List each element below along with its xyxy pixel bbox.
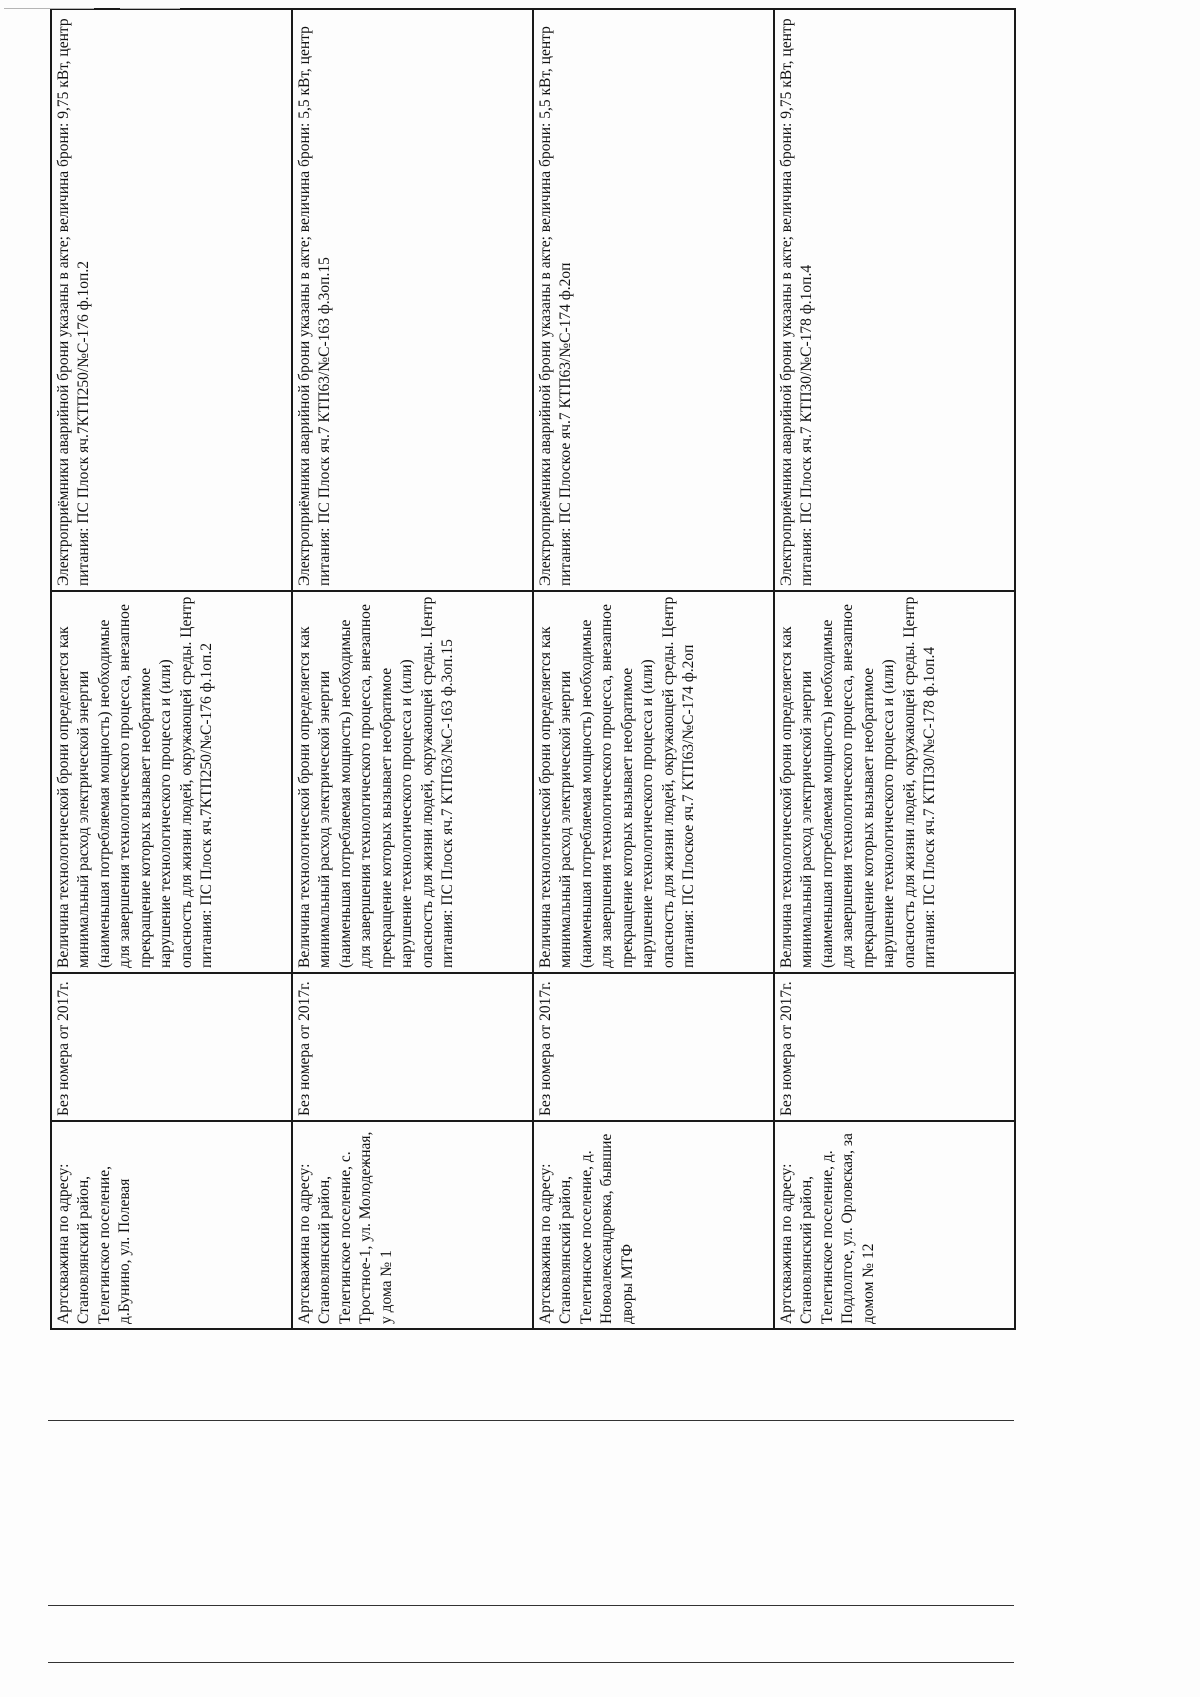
document-cell: Без номера от 2017г. (774, 973, 1015, 1121)
table-row (774, 9, 1015, 1329)
table-row (292, 9, 533, 1329)
margin-rule (48, 1662, 1014, 1663)
emergency-reserve-cell: Электроприёмники аварийной брони указаны в акте; величина брони: 5,5 кВт, центр питания: ПС Плоское яч.7 КТП63/№С-174 ф.2оп (533, 9, 774, 591)
table-row (51, 9, 292, 1329)
address-cell: Артскважина по адресу: Становлянский район, Телегинское поселение, с. Тростное-1, ул. Молодежная, у дома № 1 (292, 1121, 533, 1329)
tech-reserve-cell: Величина технологической брони определяется как минимальный расход электрической энергии (наименьшая потребляемая мощность) необходимые для завершения технологического процесса, внезапное прекращение которых вызывает необратимое нарушение технологического процесса и (или) опасность для жизни людей, окружающей среды. Центр питания: ПС Плоск яч.7 КТП30/№С-178 ф.1оп.4 (774, 591, 1015, 973)
emergency-reserve-cell: Электроприёмники аварийной брони указаны в акте; величина брони: 9,75 кВт, центр питания: ПС Плоск яч.7 КТП30/№С-178 ф.1оп.4 (774, 9, 1015, 591)
scan-artifact (4, 8, 94, 9)
emergency-reserve-cell: Электроприёмники аварийной брони указаны в акте; величина брони: 9,75 кВт, центр питания: ПС Плоск яч.7КТП250/№С-176 ф.1оп.2 (51, 9, 292, 591)
tech-reserve-cell: Величина технологической брони определяется как минимальный расход электрической энергии (наименьшая потребляемая мощность) необходимые для завершения технологического процесса, внезапное прекращение которых вызывает необратимое нарушение технологического процесса и (или) опасность для жизни людей, окружающей среды. Центр питания: ПС Плоск яч.7КТП250/№С-176 ф.1оп.2 (51, 591, 292, 973)
address-cell: Артскважина по адресу: Становлянский район, Телегинское поселение, д.Бунино, ул. Полевая (51, 1121, 292, 1329)
address-cell: Артскважина по адресу: Становлянский район, Телегинское поселение, д. Новоалександровка, бывшие дворы МТФ (533, 1121, 774, 1329)
margin-rule (48, 1605, 1014, 1606)
document-cell: Без номера от 2017г. (533, 973, 774, 1121)
address-cell: Артскважина по адресу: Становлянский район, Телегинское поселение, д. Подлолгое, ул. Орловская, за домом № 12 (774, 1121, 1015, 1329)
margin-rule (48, 1420, 1014, 1421)
rotated-table-container (50, 18, 1200, 1330)
scan-artifact (120, 8, 180, 9)
emergency-reserve-cell: Электроприёмники аварийной брони указаны в акте; величина брони: 5,5 кВт, центр питания: ПС Плоск яч.7 КТП63/№С-163 ф.3оп.15 (292, 9, 533, 591)
document-cell: Без номера от 2017г. (292, 973, 533, 1121)
tech-reserve-cell: Величина технологической брони определяется как минимальный расход электрической энергии (наименьшая потребляемая мощность) необходимые для завершения технологического процесса, внезапное прекращение которых вызывает необратимое нарушение технологического процесса и (или) опасность для жизни людей, окружающей среды. Центр питания: ПС Плоск яч.7 КТП63/№С-163 ф.3оп.15 (292, 591, 533, 973)
tech-reserve-cell: Величина технологической брони определяется как минимальный расход электрической энергии (наименьшая потребляемая мощность) необходимые для завершения технологического процесса, внезапное прекращение которых вызывает необратимое нарушение технологического процесса и (или) опасность для жизни людей, окружающей среды. Центр питания: ПС Плоское яч.7 КТП63/№С-174 ф.2оп (533, 591, 774, 973)
table-row (533, 9, 774, 1329)
reserve-table (50, 8, 1016, 1330)
document-cell: Без номера от 2017г. (51, 973, 292, 1121)
